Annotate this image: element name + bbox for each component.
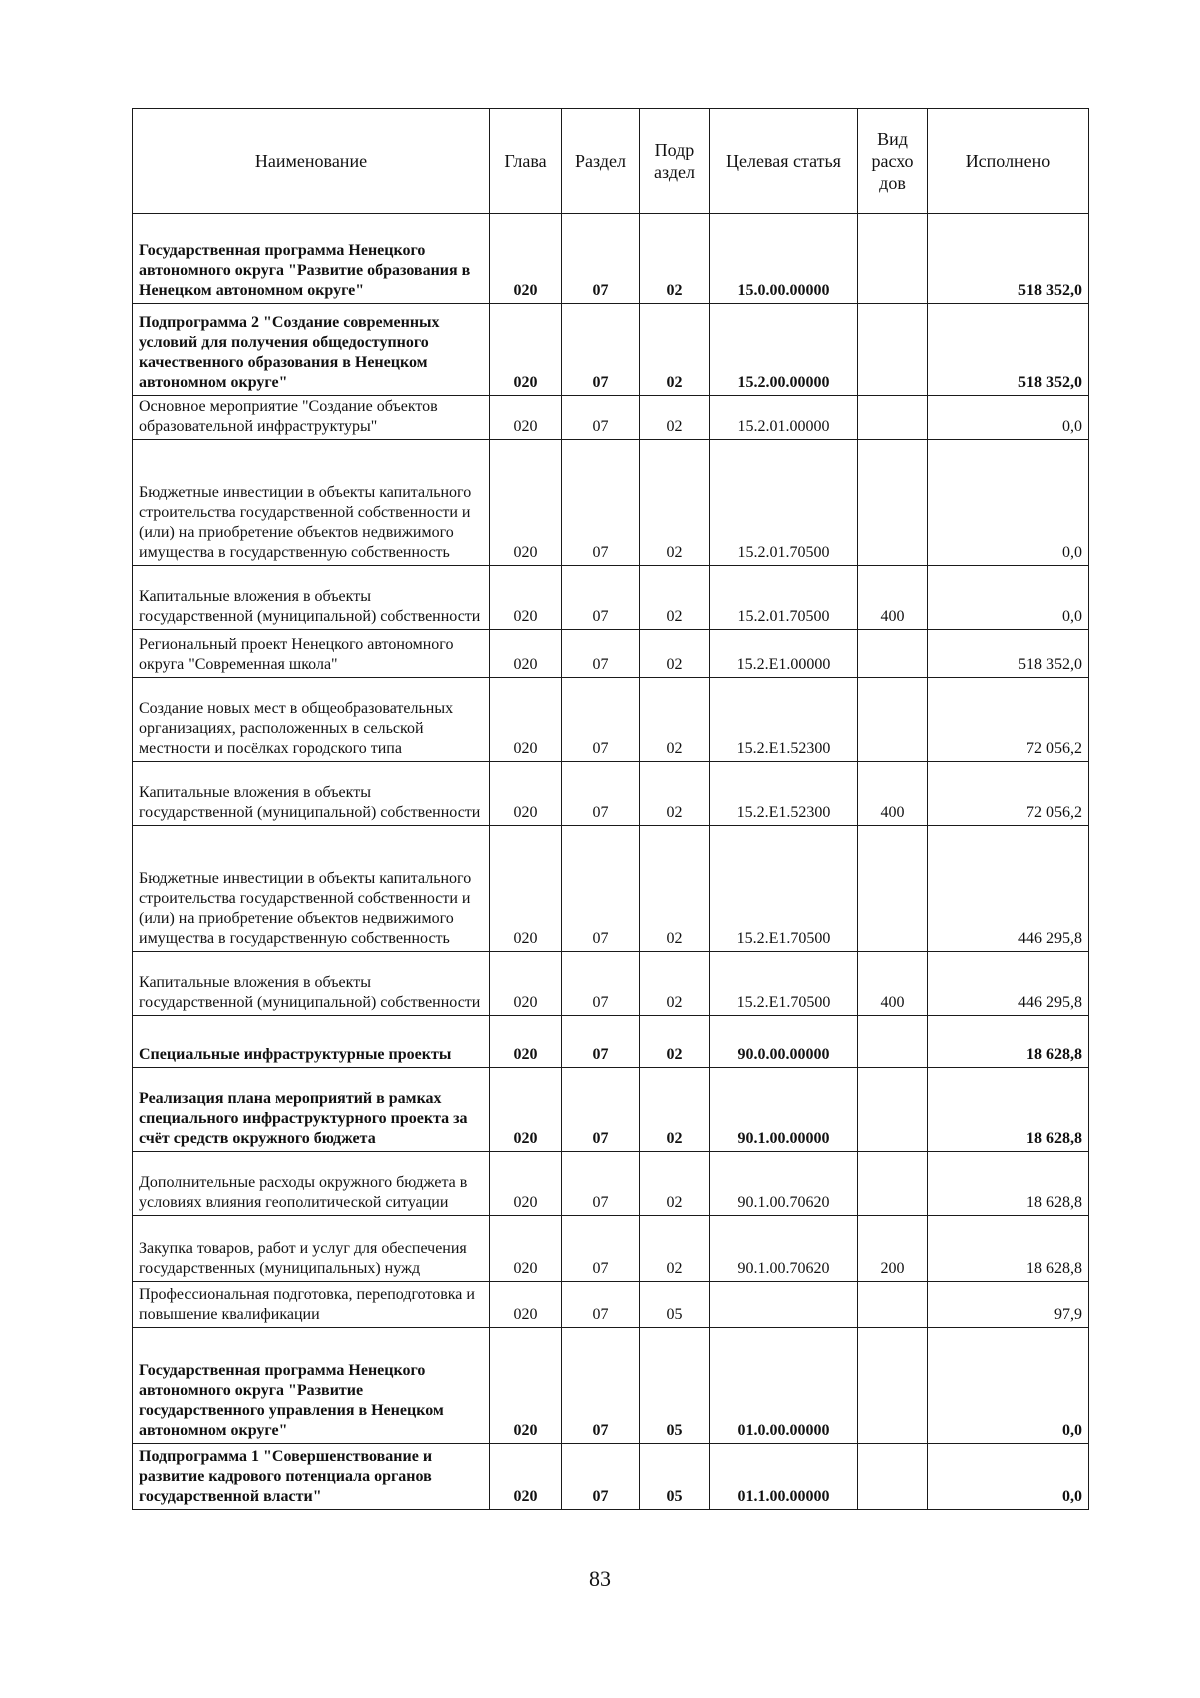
cell-subsection: 05 xyxy=(640,1444,710,1510)
header-target-article: Целевая статья xyxy=(710,109,858,214)
table-row xyxy=(133,1016,1089,1068)
cell-chapter: 020 xyxy=(490,1016,562,1068)
cell-executed: 97,9 xyxy=(928,1282,1089,1328)
cell-expense-type xyxy=(858,396,928,440)
header-subsection: Подр аздел xyxy=(640,109,710,214)
cell-subsection: 05 xyxy=(640,1282,710,1328)
header-chapter: Глава xyxy=(490,109,562,214)
cell-expense-type xyxy=(858,1016,928,1068)
cell-subsection: 02 xyxy=(640,762,710,826)
cell-section: 07 xyxy=(562,566,640,630)
cell-section: 07 xyxy=(562,952,640,1016)
cell-expense-type xyxy=(858,304,928,396)
cell-target-article: 15.2.E1.00000 xyxy=(710,630,858,678)
cell-name: Региональный проект Ненецкого автономного округа "Современная школа" xyxy=(133,630,490,678)
cell-section: 07 xyxy=(562,396,640,440)
cell-target-article: 15.2.01.70500 xyxy=(710,440,858,566)
cell-name: Профессиональная подготовка, переподготовка и повышение квалификации xyxy=(133,1282,490,1328)
cell-subsection: 02 xyxy=(640,630,710,678)
table-row xyxy=(133,1444,1089,1510)
table-row xyxy=(133,214,1089,304)
cell-chapter: 020 xyxy=(490,214,562,304)
table-row xyxy=(133,952,1089,1016)
cell-expense-type xyxy=(858,214,928,304)
cell-subsection: 02 xyxy=(640,1016,710,1068)
cell-executed: 18 628,8 xyxy=(928,1152,1089,1216)
table-row xyxy=(133,826,1089,952)
cell-expense-type xyxy=(858,440,928,566)
cell-chapter: 020 xyxy=(490,1282,562,1328)
cell-expense-type: 200 xyxy=(858,1216,928,1282)
cell-name: Создание новых мест в общеобразовательных организациях, расположенных в сельской местности и посёлках городского типа xyxy=(133,678,490,762)
cell-target-article: 15.2.E1.70500 xyxy=(710,826,858,952)
cell-target-article: 90.0.00.00000 xyxy=(710,1016,858,1068)
cell-target-article xyxy=(710,1282,858,1328)
cell-name: Специальные инфраструктурные проекты xyxy=(133,1016,490,1068)
cell-section: 07 xyxy=(562,1016,640,1068)
header-name: Наименование xyxy=(133,109,490,214)
cell-executed: 0,0 xyxy=(928,440,1089,566)
cell-section: 07 xyxy=(562,630,640,678)
cell-executed: 518 352,0 xyxy=(928,304,1089,396)
cell-section: 07 xyxy=(562,440,640,566)
cell-section: 07 xyxy=(562,1282,640,1328)
cell-chapter: 020 xyxy=(490,1328,562,1444)
cell-section: 07 xyxy=(562,762,640,826)
cell-section: 07 xyxy=(562,1152,640,1216)
cell-chapter: 020 xyxy=(490,678,562,762)
cell-executed: 0,0 xyxy=(928,1444,1089,1510)
cell-executed: 0,0 xyxy=(928,396,1089,440)
cell-name: Капитальные вложения в объекты государственной (муниципальной) собственности xyxy=(133,762,490,826)
cell-name: Основное мероприятие "Создание объектов образовательной инфраструктуры" xyxy=(133,396,490,440)
cell-chapter: 020 xyxy=(490,826,562,952)
cell-chapter: 020 xyxy=(490,304,562,396)
cell-name: Реализация плана мероприятий в рамках специального инфраструктурного проекта за счёт средств окружного бюджета xyxy=(133,1068,490,1152)
cell-expense-type xyxy=(858,1282,928,1328)
cell-expense-type xyxy=(858,1444,928,1510)
cell-target-article: 90.1.00.70620 xyxy=(710,1216,858,1282)
cell-subsection: 02 xyxy=(640,678,710,762)
header-executed: Исполнено xyxy=(928,109,1089,214)
page-number: 83 xyxy=(589,1566,611,1591)
cell-target-article: 15.0.00.00000 xyxy=(710,214,858,304)
table-row xyxy=(133,1152,1089,1216)
cell-chapter: 020 xyxy=(490,566,562,630)
table-row xyxy=(133,762,1089,826)
cell-subsection: 02 xyxy=(640,1068,710,1152)
cell-executed: 446 295,8 xyxy=(928,952,1089,1016)
cell-section: 07 xyxy=(562,826,640,952)
cell-target-article: 15.2.E1.52300 xyxy=(710,678,858,762)
cell-chapter: 020 xyxy=(490,440,562,566)
cell-expense-type xyxy=(858,1328,928,1444)
cell-chapter: 020 xyxy=(490,630,562,678)
cell-executed: 18 628,8 xyxy=(928,1068,1089,1152)
cell-target-article: 15.2.E1.52300 xyxy=(710,762,858,826)
table-row xyxy=(133,1068,1089,1152)
cell-target-article: 15.2.01.00000 xyxy=(710,396,858,440)
cell-target-article: 15.2.01.70500 xyxy=(710,566,858,630)
cell-subsection: 02 xyxy=(640,304,710,396)
cell-expense-type xyxy=(858,678,928,762)
cell-section: 07 xyxy=(562,304,640,396)
cell-target-article: 90.1.00.70620 xyxy=(710,1152,858,1216)
cell-section: 07 xyxy=(562,1068,640,1152)
cell-name: Бюджетные инвестиции в объекты капитального строительства государственной собственности и (или) на приобретение объектов недвижимого имущества в государственную собственность xyxy=(133,440,490,566)
table-body xyxy=(133,214,1089,1510)
cell-chapter: 020 xyxy=(490,1444,562,1510)
table-row xyxy=(133,1328,1089,1444)
cell-executed: 0,0 xyxy=(928,1328,1089,1444)
cell-name: Капитальные вложения в объекты государственной (муниципальной) собственности xyxy=(133,952,490,1016)
cell-expense-type xyxy=(858,1068,928,1152)
cell-name: Дополнительные расходы окружного бюджета в условиях влияния геополитической ситуации xyxy=(133,1152,490,1216)
cell-name: Подпрограмма 1 "Совершенствование и развитие кадрового потенциала органов государственной власти" xyxy=(133,1444,490,1510)
cell-target-article: 90.1.00.00000 xyxy=(710,1068,858,1152)
table-row xyxy=(133,396,1089,440)
cell-target-article: 01.1.00.00000 xyxy=(710,1444,858,1510)
table-row xyxy=(133,1282,1089,1328)
cell-target-article: 15.2.00.00000 xyxy=(710,304,858,396)
cell-subsection: 02 xyxy=(640,440,710,566)
cell-executed: 518 352,0 xyxy=(928,214,1089,304)
cell-executed: 18 628,8 xyxy=(928,1016,1089,1068)
cell-subsection: 02 xyxy=(640,214,710,304)
cell-chapter: 020 xyxy=(490,396,562,440)
table-row xyxy=(133,630,1089,678)
cell-section: 07 xyxy=(562,678,640,762)
cell-name: Государственная программа Ненецкого автономного округа "Развитие образования в Ненецком автономном округе" xyxy=(133,214,490,304)
cell-name: Капитальные вложения в объекты государственной (муниципальной) собственности xyxy=(133,566,490,630)
cell-executed: 0,0 xyxy=(928,566,1089,630)
table-row xyxy=(133,678,1089,762)
cell-executed: 18 628,8 xyxy=(928,1216,1089,1282)
cell-subsection: 02 xyxy=(640,1216,710,1282)
cell-name: Бюджетные инвестиции в объекты капитального строительства государственной собственности и (или) на приобретение объектов недвижимого имущества в государственную собственность xyxy=(133,826,490,952)
cell-expense-type: 400 xyxy=(858,952,928,1016)
table-row xyxy=(133,566,1089,630)
cell-subsection: 02 xyxy=(640,952,710,1016)
cell-expense-type xyxy=(858,1152,928,1216)
cell-section: 07 xyxy=(562,1328,640,1444)
cell-subsection: 02 xyxy=(640,1152,710,1216)
cell-chapter: 020 xyxy=(490,1068,562,1152)
cell-section: 07 xyxy=(562,214,640,304)
cell-chapter: 020 xyxy=(490,1216,562,1282)
cell-expense-type: 400 xyxy=(858,762,928,826)
cell-subsection: 02 xyxy=(640,396,710,440)
cell-subsection: 05 xyxy=(640,1328,710,1444)
cell-name: Государственная программа Ненецкого автономного округа "Развитие государственного управления в Ненецком автономном округе" xyxy=(133,1328,490,1444)
cell-chapter: 020 xyxy=(490,762,562,826)
cell-section: 07 xyxy=(562,1444,640,1510)
cell-chapter: 020 xyxy=(490,1152,562,1216)
cell-executed: 72 056,2 xyxy=(928,678,1089,762)
header-expense-type: Вид расхо дов xyxy=(858,109,928,214)
cell-executed: 518 352,0 xyxy=(928,630,1089,678)
cell-subsection: 02 xyxy=(640,826,710,952)
table-header-row xyxy=(133,109,1089,214)
cell-chapter: 020 xyxy=(490,952,562,1016)
cell-executed: 446 295,8 xyxy=(928,826,1089,952)
cell-expense-type xyxy=(858,630,928,678)
cell-target-article: 15.2.E1.70500 xyxy=(710,952,858,1016)
cell-expense-type: 400 xyxy=(858,566,928,630)
table-row xyxy=(133,304,1089,396)
cell-executed: 72 056,2 xyxy=(928,762,1089,826)
cell-name: Подпрограмма 2 "Создание современных условий для получения общедоступного качественного образования в Ненецком автономном округе" xyxy=(133,304,490,396)
cell-target-article: 01.0.00.00000 xyxy=(710,1328,858,1444)
cell-section: 07 xyxy=(562,1216,640,1282)
header-section: Раздел xyxy=(562,109,640,214)
table-row xyxy=(133,1216,1089,1282)
cell-name: Закупка товаров, работ и услуг для обеспечения государственных (муниципальных) нужд xyxy=(133,1216,490,1282)
cell-expense-type xyxy=(858,826,928,952)
table-row xyxy=(133,440,1089,566)
budget-execution-table xyxy=(132,108,1089,1510)
cell-subsection: 02 xyxy=(640,566,710,630)
